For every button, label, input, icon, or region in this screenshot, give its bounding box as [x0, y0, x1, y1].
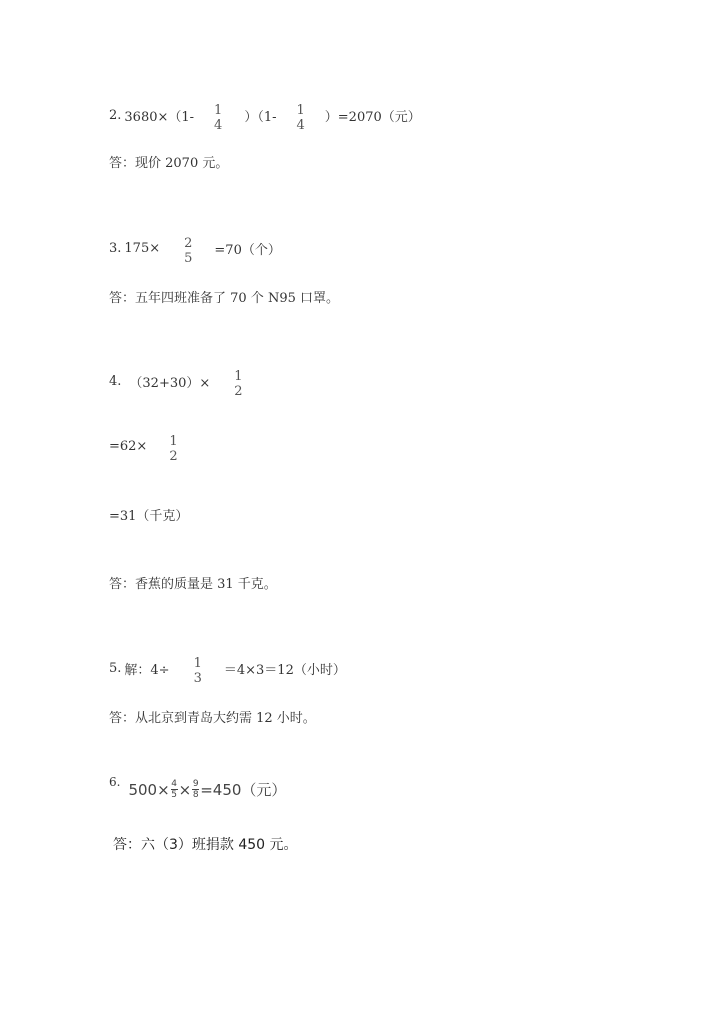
numerator: 1 [169, 434, 178, 449]
denominator: 5 [184, 251, 193, 266]
fraction [214, 103, 222, 133]
denominator: 4 [296, 118, 305, 133]
problem-3-answer: 答：五年四班准备了 70 个 N95 口罩。 [109, 291, 339, 306]
denominator: 3 [193, 671, 202, 686]
equation-text: 解：4÷ [124, 662, 170, 678]
equation-text: （32+30）× [129, 375, 211, 391]
equation-text: 175× [124, 240, 161, 256]
numerator: 1 [193, 656, 202, 671]
problem-5-answer: 答：从北京到青岛大约需 12 小时。 [109, 711, 316, 726]
numerator: 1 [214, 103, 223, 118]
denominator: 2 [169, 449, 178, 464]
equation-text: × [178, 780, 192, 799]
denominator: 5 [171, 790, 178, 800]
fraction [169, 434, 177, 464]
problem-3-equation [109, 230, 281, 266]
fraction [192, 779, 199, 800]
equation-text: 3680×（1- [124, 109, 195, 125]
numerator: 4 [171, 779, 178, 789]
problem-4-answer: 答：香蕉的质量是 31 千克。 [109, 577, 277, 592]
equation-text: 500× [128, 780, 170, 799]
denominator: 2 [234, 384, 243, 399]
numerator: 9 [192, 779, 199, 789]
fraction [234, 369, 242, 399]
fraction [297, 103, 305, 133]
fraction [194, 656, 202, 686]
equation-text: =62× [109, 438, 148, 454]
problem-6-answer: 答：六（3）班捐款 450 元。 [113, 837, 298, 853]
problem-number: 2. [109, 107, 122, 123]
numerator: 1 [234, 369, 243, 384]
equation-text: =70（个） [214, 242, 281, 258]
problem-number: 5. [109, 660, 122, 676]
numerator: 1 [296, 103, 305, 118]
problem-2-answer: 答：现价 2070 元。 [109, 156, 229, 171]
equation-text: =450（元） [200, 781, 287, 799]
problem-2-equation [109, 97, 421, 133]
problem-4-equation [109, 363, 243, 399]
equation-text: ＝4×3＝12（小时） [223, 662, 346, 678]
problem-4-step3: =31（千克） [109, 509, 189, 524]
problem-number: 6. [109, 775, 121, 789]
equation-text: ）=2070（元） [324, 109, 421, 125]
fraction [184, 236, 192, 266]
equation-text: ）（1- [244, 109, 277, 125]
problem-number: 4. [109, 373, 122, 389]
problem-5-equation [109, 650, 346, 686]
denominator: 8 [192, 790, 199, 800]
problem-6-equation [109, 775, 286, 800]
fraction [171, 779, 178, 800]
denominator: 4 [214, 118, 223, 133]
numerator: 2 [184, 236, 193, 251]
equation-image [128, 779, 286, 800]
problem-4-step2 [109, 428, 178, 464]
problem-number: 3. [109, 240, 122, 256]
